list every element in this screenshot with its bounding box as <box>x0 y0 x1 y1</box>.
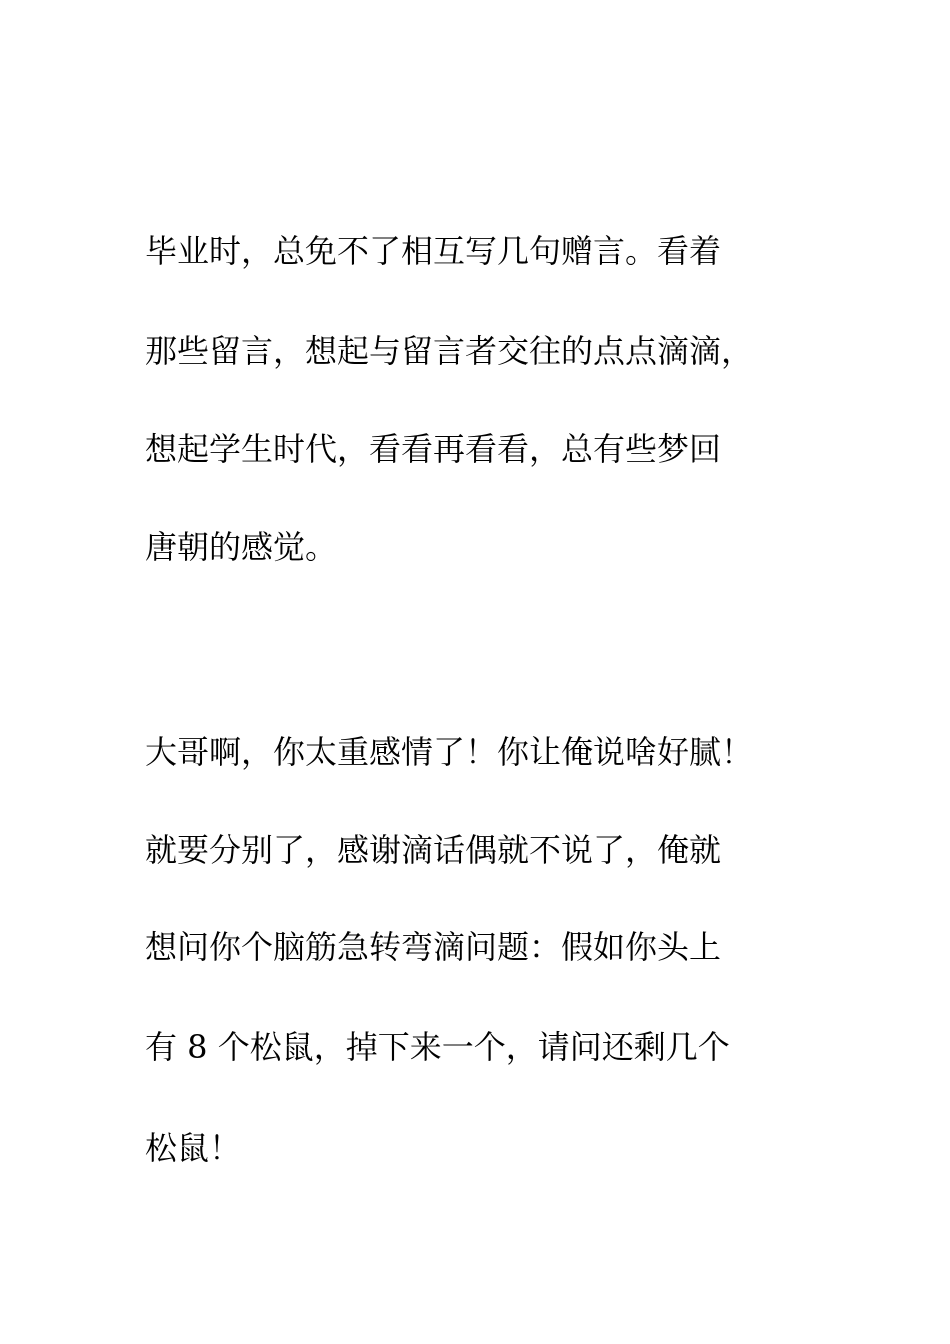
paragraph-line: 就要分别了，感谢滴话偶就不说了，俺就 <box>145 831 722 869</box>
paragraph-line: 松鼠！ <box>145 1129 242 1167</box>
paragraph-line: 唐朝的感觉。 <box>145 528 338 566</box>
paragraph-line: 毕业时，总免不了相互写几句赠言。看着 <box>145 232 722 270</box>
paragraph-line: 那些留言，想起与留言者交往的点点滴滴， <box>145 332 754 370</box>
paragraph-line: 有 8 个松鼠，掉下来一个，请问还剩几个 <box>145 1028 730 1066</box>
paragraph-line: 想问你个脑筋急转弯滴问题：假如你头上 <box>145 928 722 966</box>
paragraph-line: 想起学生时代，看看再看看，总有些梦回 <box>145 430 722 468</box>
paragraph-line: 大哥啊，你太重感情了！你让俺说啥好腻！ <box>145 733 754 771</box>
